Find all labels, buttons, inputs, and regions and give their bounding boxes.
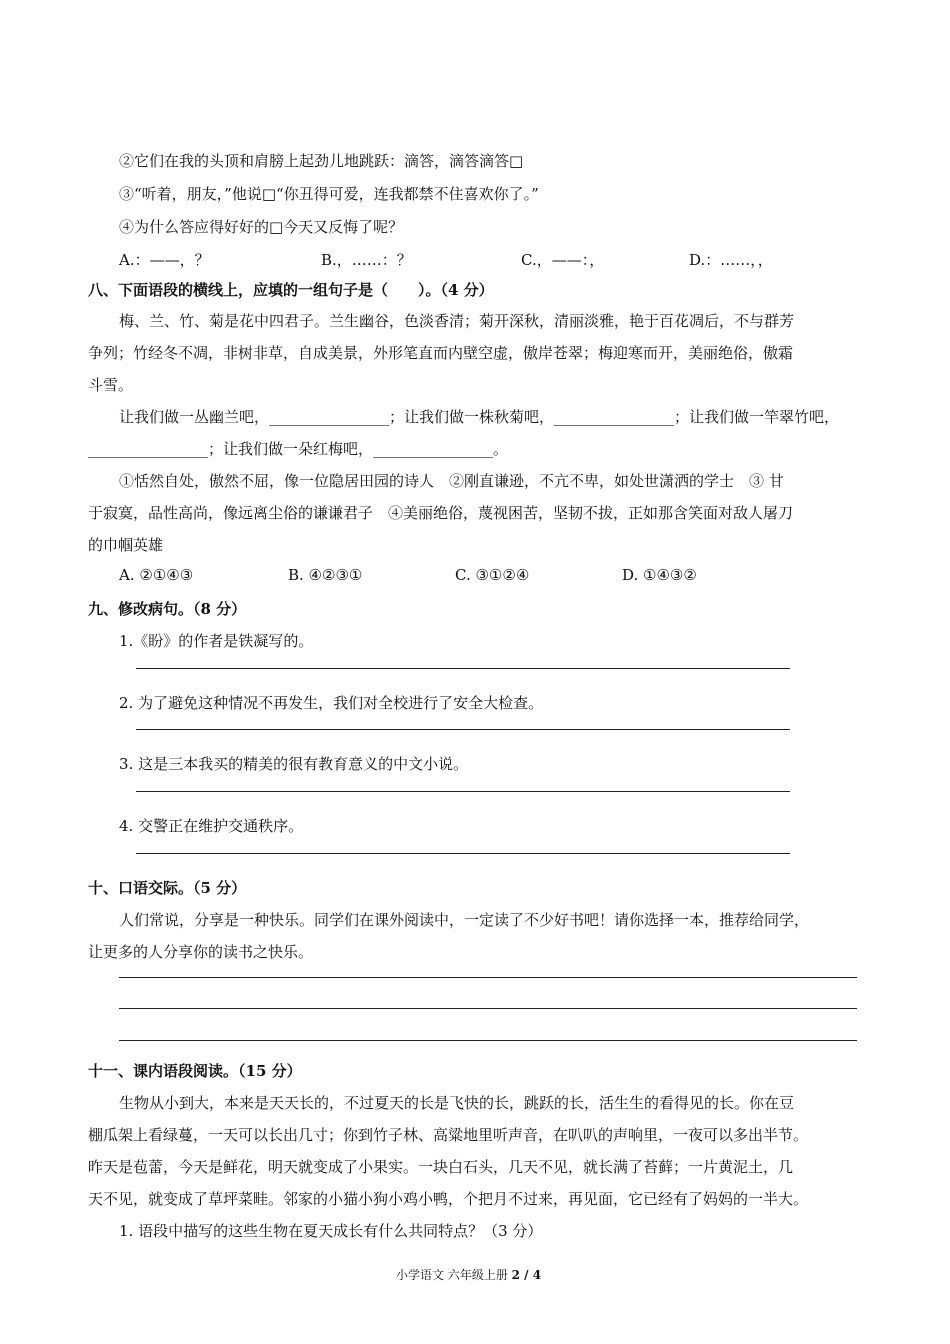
section8-choice-line: 于寂寞，品性高尚，像远离尘俗的谦谦君子 ④美丽绝俗，蔑视困苦，坚韧不拔，正如那含笑面对敌人屠刀 — [88, 504, 794, 522]
option-a: A. ②①④③ — [119, 566, 194, 584]
option-a: A.：——，？ — [119, 251, 210, 269]
section9-item-4: 4. 交警正在维护交通秩序。 — [119, 817, 304, 835]
option-d: D.：……，， — [689, 251, 773, 269]
fill-blank: ________________ — [554, 408, 675, 426]
section11-question-1: 1. 语段中描写的这些生物在夏天成长有什么共同特点？（3 分） — [119, 1222, 543, 1240]
answer-line[interactable] — [119, 1040, 857, 1041]
section11-passage-line: 昨天是苞蕾，今天是鲜花，明天就变成了小果实。一块白石头，几天不见，就长满了苔藓；一片黄泥土，几 — [88, 1158, 794, 1176]
option-b: B.，……：？ — [321, 251, 412, 269]
section9-item-3: 3. 这是三本我买的精美的很有教育意义的中文小说。 — [119, 755, 469, 773]
answer-line[interactable] — [136, 668, 790, 669]
option-c: C.，——：， — [521, 251, 605, 269]
section11-passage-line: 天不见，就变成了草坪菜畦。邻家的小猫小狗小鸡小鸭，个把月不过来，再见面，它已经有了妈妈的一半大。 — [88, 1190, 809, 1208]
section10-prompt-line: 人们常说，分享是一种快乐。同学们在课外阅读中，一定读了不少好书吧！请你选择一本，推荐给同学， — [119, 911, 810, 929]
fill-blank: ________________ — [269, 408, 390, 426]
section8-choice-line: 的巾帼英雄 — [88, 536, 164, 554]
option-d: D. ①④③② — [622, 566, 697, 584]
section11-title: 十一、课内语段阅读。（15 分） — [88, 1062, 302, 1080]
answer-line[interactable] — [136, 729, 790, 730]
punctuation-item-3: ③“听着，朋友，”他说□“你丑得可爱，连我都禁不住喜欢你了。” — [119, 185, 539, 203]
section8-title: 八、下面语段的横线上，应填的一组句子是（ ）。（4 分） — [88, 281, 494, 299]
option-b: B. ④②③① — [288, 566, 363, 584]
section8-choice-line: ①恬然自处，傲然不屈，像一位隐居田园的诗人 ②刚直谦逊，不亢不卑，如处世潇洒的学士 ③ 甘 — [119, 472, 784, 490]
answer-line[interactable] — [119, 1008, 857, 1009]
section8-passage-line: 斗雪。 — [88, 376, 134, 394]
answer-line[interactable] — [136, 853, 790, 854]
section9-title: 九、修改病句。（8 分） — [88, 600, 247, 618]
fill-text: ；让我们做一株秋菊吧， — [389, 408, 555, 426]
option-c: C. ③①②④ — [455, 566, 530, 584]
section10-title: 十、口语交际。（5 分） — [88, 879, 247, 897]
answer-line[interactable] — [119, 977, 857, 978]
page-number: 2 / 4 — [511, 1268, 542, 1282]
footer-text: 小学语文 六年级上册 — [396, 1268, 508, 1282]
punctuation-item-4: ④为什么答应得好好的□今天又反悔了呢？ — [119, 218, 404, 236]
section8-passage-line: 争列；竹经冬不凋，非树非草，自成美景，外形笔直而内壁空虚，傲岸苍翠；梅迎寒而开，美丽绝俗，傲霜 — [88, 344, 794, 362]
punctuation-item-2: ②它们在我的头顶和肩膀上起劲儿地跳跃：滴答，滴答滴答□ — [119, 152, 524, 170]
section8-passage-line: 梅、兰、竹、菊是花中四君子。兰生幽谷，色淡香清；菊开深秋，清丽淡雅，艳于百花凋后，不与群芳 — [119, 312, 795, 330]
fill-text: ；让我们做一朵红梅吧， — [208, 440, 374, 458]
fill-text: 。 — [493, 440, 509, 458]
fill-blank: ________________ — [373, 440, 494, 458]
section9-item-2: 2. 为了避免这种情况不再发生，我们对全校进行了安全大检查。 — [119, 694, 544, 712]
page-footer — [396, 1266, 541, 1283]
fill-text: 让我们做一丛幽兰吧， — [119, 408, 270, 426]
section10-prompt-line: 让更多的人分享你的读书之快乐。 — [88, 943, 314, 961]
section11-passage-line: 生物从小到大，本来是天天长的，不过夏天的长是飞快的长，跳跃的长，活生生的看得见的长。你在豆 — [119, 1094, 795, 1112]
section8-fill-line-1 — [119, 406, 839, 427]
section9-item-1: 1.《盼》的作者是铁凝写的。 — [119, 632, 314, 650]
answer-line[interactable] — [136, 791, 790, 792]
section11-passage-line: 棚瓜架上看绿蔓，一天可以长出几寸；你到竹子林、高粱地里听声音，在叭叭的声响里，一夜可以多出半节。 — [88, 1126, 809, 1144]
fill-blank: ________________ — [88, 440, 208, 458]
fill-text: ；让我们做一竿翠竹吧， — [674, 408, 840, 426]
section8-fill-line-2 — [88, 438, 508, 459]
